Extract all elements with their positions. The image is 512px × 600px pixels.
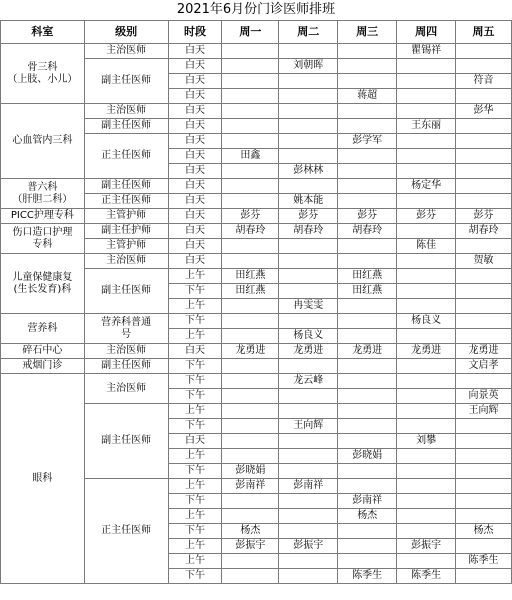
doctor-cell-wed (338, 419, 397, 434)
level-cell: 主管护师 (84, 209, 168, 224)
doctor-cell-fri (456, 479, 512, 494)
doctor-cell-fri (456, 314, 512, 329)
doctor-cell-tue (279, 254, 338, 269)
period-cell: 白天 (168, 89, 222, 104)
doctor-cell-mon: 龙勇进 (222, 344, 279, 359)
doctor-cell-mon (222, 359, 279, 374)
header-thu: 周四 (397, 21, 456, 44)
doctor-cell-mon (222, 434, 279, 449)
header-tue: 周二 (279, 21, 338, 44)
doctor-cell-tue (279, 389, 338, 404)
doctor-cell-mon (222, 254, 279, 269)
doctor-cell-fri (456, 194, 512, 209)
level-cell: 营养科普通 号 (84, 314, 168, 344)
doctor-cell-tue: 姚本能 (279, 194, 338, 209)
doctor-cell-tue (279, 569, 338, 584)
doctor-cell-fri (456, 44, 512, 59)
department-cell: 营养科 (1, 314, 85, 344)
doctor-cell-wed: 田红燕 (338, 269, 397, 284)
doctor-cell-thu (397, 194, 456, 209)
sheet-title: 2021年6月份门诊医师排班 (176, 2, 336, 17)
doctor-cell-tue (279, 149, 338, 164)
doctor-cell-thu (397, 59, 456, 74)
doctor-cell-thu (397, 329, 456, 344)
doctor-cell-thu (397, 224, 456, 239)
doctor-cell-fri (456, 299, 512, 314)
doctor-cell-mon (222, 134, 279, 149)
doctor-cell-fri (456, 119, 512, 134)
level-cell: 正主任医师 (84, 479, 168, 584)
doctor-cell-wed: 胡春玲 (338, 224, 397, 239)
period-cell: 上午 (168, 539, 222, 554)
doctor-cell-mon: 田鑫 (222, 149, 279, 164)
doctor-cell-tue: 冉雯雯 (279, 299, 338, 314)
doctor-cell-mon (222, 314, 279, 329)
doctor-cell-tue (279, 524, 338, 539)
doctor-cell-mon (222, 104, 279, 119)
doctor-cell-wed: 蒋超 (338, 89, 397, 104)
doctor-cell-thu (397, 374, 456, 389)
doctor-cell-thu: 龙勇进 (397, 344, 456, 359)
doctor-cell-thu: 陈佳 (397, 239, 456, 254)
doctor-cell-fri (456, 494, 512, 509)
doctor-cell-thu (397, 359, 456, 374)
doctor-cell-wed (338, 239, 397, 254)
doctor-cell-tue (279, 269, 338, 284)
table-row (1, 344, 512, 359)
doctor-cell-wed (338, 374, 397, 389)
table-row (1, 209, 512, 224)
doctor-cell-tue (279, 119, 338, 134)
header-level: 级别 (84, 21, 168, 44)
period-cell: 白天 (168, 254, 222, 269)
period-cell: 下午 (168, 419, 222, 434)
period-cell: 上午 (168, 509, 222, 524)
doctor-cell-wed (338, 179, 397, 194)
level-cell: 主治医师 (84, 344, 168, 359)
period-cell: 上午 (168, 269, 222, 284)
header-wed: 周三 (338, 21, 397, 44)
doctor-cell-tue: 彭南祥 (279, 479, 338, 494)
doctor-cell-thu: 彭振宇 (397, 539, 456, 554)
doctor-cell-thu (397, 524, 456, 539)
level-cell: 副主任医师 (84, 119, 168, 134)
level-cell: 正主任医师 (84, 134, 168, 179)
doctor-cell-wed (338, 554, 397, 569)
doctor-cell-mon (222, 44, 279, 59)
header-department: 科室 (1, 21, 85, 44)
doctor-cell-tue (279, 284, 338, 299)
doctor-cell-thu (397, 419, 456, 434)
doctor-cell-mon (222, 179, 279, 194)
doctor-cell-thu: 王东丽 (397, 119, 456, 134)
doctor-cell-wed (338, 464, 397, 479)
doctor-cell-fri: 王向辉 (456, 404, 512, 419)
level-cell: 主治医师 (84, 44, 168, 59)
doctor-cell-fri (456, 569, 512, 584)
doctor-cell-mon (222, 554, 279, 569)
table-row (1, 254, 512, 269)
doctor-cell-thu (397, 464, 456, 479)
doctor-cell-mon (222, 299, 279, 314)
doctor-cell-thu (397, 134, 456, 149)
period-cell: 下午 (168, 494, 222, 509)
level-cell: 副主任医师 (84, 179, 168, 194)
doctor-cell-mon (222, 164, 279, 179)
doctor-cell-mon: 彭芬 (222, 209, 279, 224)
doctor-cell-fri: 陈季生 (456, 554, 512, 569)
doctor-cell-mon: 田红燕 (222, 269, 279, 284)
doctor-cell-fri (456, 89, 512, 104)
level-cell: 主治医师 (84, 104, 168, 119)
department-cell: 儿童保健康复 (生长发育)科 (1, 254, 85, 314)
doctor-cell-mon (222, 59, 279, 74)
period-cell: 上午 (168, 404, 222, 419)
period-cell: 白天 (168, 224, 222, 239)
doctor-cell-wed: 彭南祥 (338, 494, 397, 509)
doctor-cell-mon (222, 449, 279, 464)
table-row (1, 359, 512, 374)
doctor-cell-mon (222, 509, 279, 524)
doctor-cell-thu: 彭芬 (397, 209, 456, 224)
doctor-cell-wed: 龙勇进 (338, 344, 397, 359)
doctor-cell-wed (338, 359, 397, 374)
schedule-table (0, 20, 512, 584)
doctor-cell-fri: 胡春玲 (456, 224, 512, 239)
header-fri: 周五 (456, 21, 512, 44)
department-cell: PICC护理专科 (1, 209, 85, 224)
department-cell: 普六科 （肝胆二科） (1, 179, 85, 209)
doctor-cell-fri: 文启孝 (456, 359, 512, 374)
period-cell: 白天 (168, 134, 222, 149)
doctor-cell-tue (279, 134, 338, 149)
doctor-cell-thu (397, 269, 456, 284)
doctor-cell-mon: 胡春玲 (222, 224, 279, 239)
doctor-cell-wed (338, 539, 397, 554)
doctor-cell-wed: 彭晓娟 (338, 449, 397, 464)
level-cell: 副主任医师 (84, 269, 168, 314)
doctor-cell-mon: 彭南祥 (222, 479, 279, 494)
doctor-cell-wed (338, 329, 397, 344)
doctor-cell-tue (279, 449, 338, 464)
doctor-cell-fri: 彭芬 (456, 209, 512, 224)
doctor-cell-fri: 贺敏 (456, 254, 512, 269)
doctor-cell-thu (397, 299, 456, 314)
period-cell: 上午 (168, 554, 222, 569)
doctor-cell-mon: 彭晓娟 (222, 464, 279, 479)
period-cell: 白天 (168, 119, 222, 134)
doctor-cell-thu (397, 284, 456, 299)
period-cell: 白天 (168, 44, 222, 59)
doctor-cell-fri: 杨杰 (456, 524, 512, 539)
doctor-cell-thu (397, 509, 456, 524)
doctor-cell-tue: 龙勇进 (279, 344, 338, 359)
doctor-cell-wed (338, 299, 397, 314)
doctor-cell-wed (338, 44, 397, 59)
doctor-cell-fri: 向景英 (456, 389, 512, 404)
table-row (1, 224, 512, 239)
doctor-cell-mon: 田红燕 (222, 284, 279, 299)
doctor-cell-tue (279, 359, 338, 374)
doctor-cell-wed (338, 74, 397, 89)
level-cell: 副主任医师 (84, 59, 168, 104)
doctor-cell-wed: 彭芬 (338, 209, 397, 224)
doctor-cell-mon (222, 329, 279, 344)
period-cell: 上午 (168, 299, 222, 314)
doctor-cell-mon (222, 89, 279, 104)
period-cell: 上午 (168, 479, 222, 494)
doctor-cell-fri (456, 179, 512, 194)
level-cell: 主治医师 (84, 254, 168, 269)
level-cell: 副主任护师 (84, 224, 168, 239)
period-cell: 下午 (168, 359, 222, 374)
doctor-cell-tue: 胡春玲 (279, 224, 338, 239)
period-cell: 白天 (168, 164, 222, 179)
doctor-cell-fri (456, 419, 512, 434)
doctor-cell-tue (279, 464, 338, 479)
doctor-cell-fri (456, 509, 512, 524)
doctor-cell-wed (338, 479, 397, 494)
header-period: 时段 (168, 21, 222, 44)
level-cell: 副主任医师 (84, 359, 168, 374)
doctor-cell-tue (279, 434, 338, 449)
period-cell: 下午 (168, 314, 222, 329)
period-cell: 白天 (168, 104, 222, 119)
period-cell: 白天 (168, 149, 222, 164)
doctor-cell-thu: 刘攀 (397, 434, 456, 449)
level-cell: 正主任医师 (84, 194, 168, 209)
doctor-cell-wed (338, 254, 397, 269)
doctor-cell-mon (222, 389, 279, 404)
doctor-cell-wed (338, 524, 397, 539)
period-cell: 白天 (168, 434, 222, 449)
doctor-cell-fri (456, 134, 512, 149)
doctor-cell-fri (456, 284, 512, 299)
doctor-cell-fri: 龙勇进 (456, 344, 512, 359)
doctor-cell-tue (279, 89, 338, 104)
doctor-cell-mon (222, 119, 279, 134)
doctor-cell-wed (338, 149, 397, 164)
department-cell: 戒烟门诊 (1, 359, 85, 374)
period-cell: 白天 (168, 179, 222, 194)
doctor-cell-tue: 龙云峰 (279, 374, 338, 389)
doctor-cell-fri: 彭华 (456, 104, 512, 119)
doctor-cell-mon (222, 74, 279, 89)
doctor-cell-fri (456, 269, 512, 284)
doctor-cell-thu (397, 74, 456, 89)
department-cell: 骨三科 （上肢、小儿） (1, 44, 85, 104)
doctor-cell-tue: 彭振宇 (279, 539, 338, 554)
doctor-cell-wed (338, 59, 397, 74)
doctor-cell-wed (338, 119, 397, 134)
doctor-cell-fri (456, 59, 512, 74)
department-cell: 伤口造口护理 专科 (1, 224, 85, 254)
doctor-cell-tue: 杨良义 (279, 329, 338, 344)
doctor-cell-thu (397, 449, 456, 464)
doctor-cell-fri (456, 449, 512, 464)
doctor-cell-thu (397, 164, 456, 179)
table-row (1, 179, 512, 194)
doctor-cell-wed: 陈季生 (338, 569, 397, 584)
doctor-cell-fri (456, 539, 512, 554)
doctor-cell-thu: 杨良义 (397, 314, 456, 329)
doctor-cell-tue (279, 404, 338, 419)
doctor-cell-tue: 刘朝晖 (279, 59, 338, 74)
doctor-cell-thu (397, 389, 456, 404)
doctor-cell-wed (338, 194, 397, 209)
period-cell: 上午 (168, 329, 222, 344)
doctor-cell-thu (397, 254, 456, 269)
department-cell: 眼科 (1, 374, 85, 584)
doctor-cell-mon: 杨杰 (222, 524, 279, 539)
doctor-cell-thu (397, 479, 456, 494)
doctor-cell-mon (222, 374, 279, 389)
doctor-cell-fri (456, 149, 512, 164)
doctor-cell-wed: 彭学军 (338, 134, 397, 149)
period-cell: 下午 (168, 524, 222, 539)
period-cell: 下午 (168, 374, 222, 389)
period-cell: 上午 (168, 449, 222, 464)
doctor-cell-thu: 杨定华 (397, 179, 456, 194)
doctor-cell-wed (338, 404, 397, 419)
department-cell: 心血管内三科 (1, 104, 85, 179)
level-cell: 副主任医师 (84, 404, 168, 479)
period-cell: 白天 (168, 74, 222, 89)
doctor-cell-thu (397, 554, 456, 569)
doctor-cell-fri (456, 464, 512, 479)
period-cell: 白天 (168, 59, 222, 74)
doctor-cell-tue (279, 44, 338, 59)
doctor-cell-thu (397, 494, 456, 509)
doctor-cell-fri (456, 374, 512, 389)
doctor-cell-fri (456, 239, 512, 254)
doctor-cell-tue (279, 179, 338, 194)
level-cell: 主治医师 (84, 374, 168, 404)
doctor-cell-tue (279, 554, 338, 569)
doctor-cell-wed (338, 314, 397, 329)
period-cell: 下午 (168, 569, 222, 584)
doctor-cell-mon: 彭振宇 (222, 539, 279, 554)
period-cell: 下午 (168, 464, 222, 479)
period-cell: 下午 (168, 389, 222, 404)
doctor-cell-tue: 王向辉 (279, 419, 338, 434)
doctor-cell-mon (222, 239, 279, 254)
doctor-cell-tue: 彭芬 (279, 209, 338, 224)
table-row (1, 374, 512, 389)
period-cell: 白天 (168, 239, 222, 254)
doctor-cell-thu: 瞿锡祥 (397, 44, 456, 59)
header-mon: 周一 (222, 21, 279, 44)
table-row (1, 44, 512, 59)
table-row (1, 104, 512, 119)
level-cell: 主管护师 (84, 239, 168, 254)
doctor-cell-tue (279, 494, 338, 509)
department-cell: 碎石中心 (1, 344, 85, 359)
doctor-cell-thu: 陈季生 (397, 569, 456, 584)
doctor-cell-tue (279, 104, 338, 119)
doctor-cell-fri (456, 434, 512, 449)
doctor-cell-tue (279, 509, 338, 524)
period-cell: 白天 (168, 194, 222, 209)
doctor-cell-fri (456, 164, 512, 179)
doctor-cell-wed (338, 164, 397, 179)
doctor-cell-mon (222, 569, 279, 584)
doctor-cell-wed (338, 389, 397, 404)
doctor-cell-thu (397, 89, 456, 104)
doctor-cell-thu (397, 404, 456, 419)
doctor-cell-wed (338, 104, 397, 119)
doctor-cell-tue (279, 239, 338, 254)
doctor-cell-tue: 彭林林 (279, 164, 338, 179)
doctor-cell-thu (397, 149, 456, 164)
period-cell: 下午 (168, 284, 222, 299)
doctor-cell-fri (456, 329, 512, 344)
doctor-cell-mon (222, 404, 279, 419)
period-cell: 白天 (168, 344, 222, 359)
header-row (1, 21, 512, 44)
doctor-cell-wed (338, 434, 397, 449)
doctor-cell-wed: 杨杰 (338, 509, 397, 524)
doctor-cell-mon (222, 494, 279, 509)
table-row (1, 314, 512, 329)
doctor-cell-thu (397, 104, 456, 119)
period-cell: 白天 (168, 209, 222, 224)
doctor-cell-tue (279, 74, 338, 89)
doctor-cell-wed: 田红燕 (338, 284, 397, 299)
doctor-cell-mon (222, 419, 279, 434)
doctor-cell-fri: 符音 (456, 74, 512, 89)
doctor-cell-tue (279, 314, 338, 329)
doctor-cell-mon (222, 194, 279, 209)
